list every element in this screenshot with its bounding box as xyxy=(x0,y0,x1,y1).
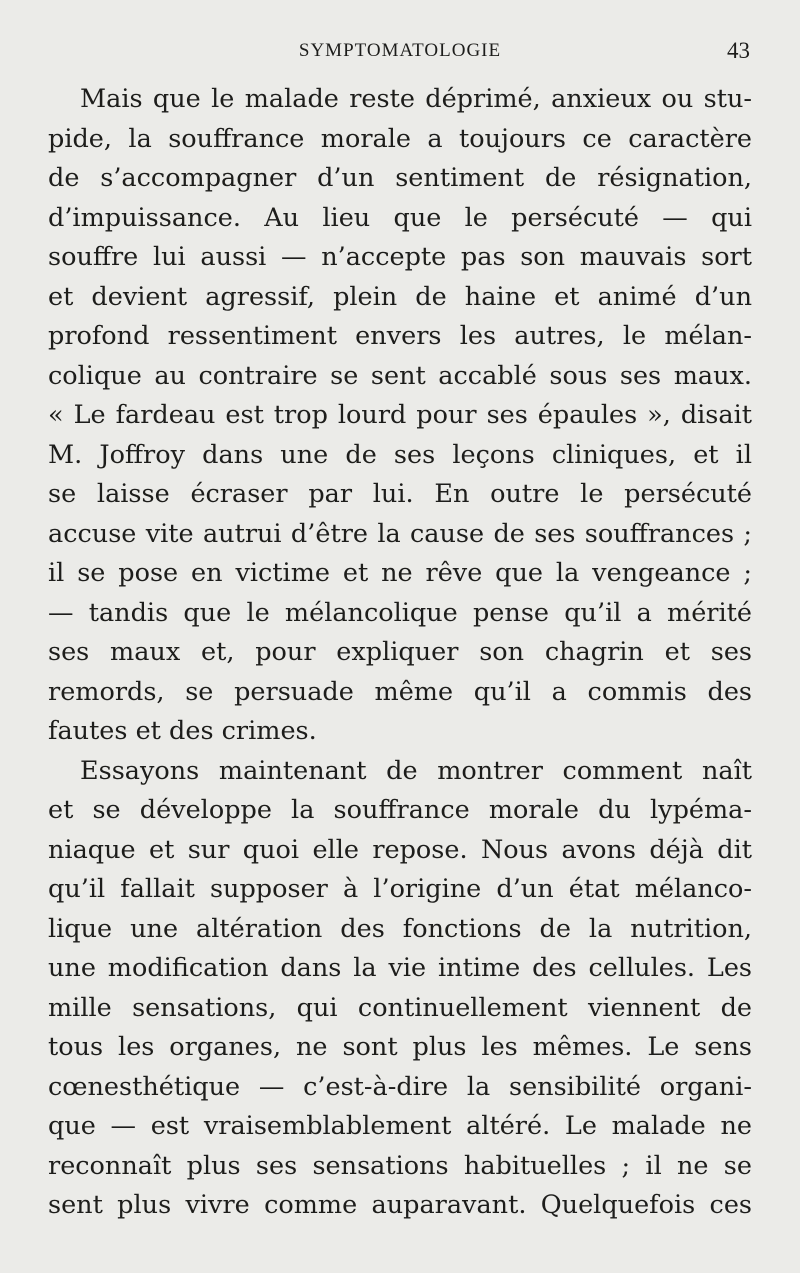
text-line: se laisse écraser par lui. En outre le persécuté xyxy=(48,479,752,509)
text-line: « Le fardeau est trop lourd pour ses épaules », disait xyxy=(48,400,752,430)
text-line: accuse vite autrui d’être la cause de ses souffrances ; xyxy=(48,518,752,549)
text-line: profond ressentiment envers les autres, le mélan- xyxy=(48,321,752,351)
text-line: une modification dans la vie intime des cellules. Les xyxy=(48,953,752,983)
text-line: que — est vraisemblablement altéré. Le malade ne xyxy=(48,1111,752,1141)
paragraph-1 xyxy=(48,80,752,752)
text-line: sent plus vivre comme auparavant. Quelquefois ces xyxy=(48,1190,752,1220)
text-line: cœnesthétique — c’est-à-dire la sensibilité organi- xyxy=(48,1071,752,1102)
text-line: ses maux et, pour expliquer son chagrin et ses xyxy=(48,637,752,667)
text-line: M. Joffroy dans une de ses leçons cliniques, et il xyxy=(48,439,752,470)
text-line: pide, la souffrance morale a toujours ce caractère xyxy=(48,123,752,154)
text-line: qu’il fallait supposer à l’origine d’un état mélanco- xyxy=(48,874,752,904)
page-number: 43 xyxy=(727,38,750,63)
text-line: et se développe la souffrance morale du lypéma- xyxy=(48,795,752,825)
text-line: de s’accompagner d’un sentiment de résignation, xyxy=(48,163,752,193)
text-line: colique au contraire se sent accablé sous ses maux. xyxy=(48,360,752,391)
text-line: fautes et des crimes. xyxy=(48,716,317,746)
text-line: souffre lui aussi — n’accepte pas son mauvais sort xyxy=(48,242,752,272)
text-line: mille sensations, qui continuellement viennent de xyxy=(48,992,752,1023)
text-line: d’impuissance. Au lieu que le persécuté — qui xyxy=(48,202,752,233)
text-line: il se pose en victime et ne rêve que la vengeance ; xyxy=(48,558,752,588)
text-line: remords, se persuade même qu’il a commis des xyxy=(48,676,752,707)
body-text xyxy=(48,80,752,1226)
text-line: — tandis que le mélancolique pense qu’il a mérité xyxy=(48,597,752,628)
text-line: reconnaît plus ses sensations habituelles ; il ne se xyxy=(48,1150,752,1181)
text-line: Essayons maintenant de montrer comment naît xyxy=(80,755,752,786)
text-line: Mais que le malade reste déprimé, anxieux ou stu- xyxy=(80,84,752,114)
text-line: et devient agressif, plein de haine et animé d’un xyxy=(48,281,752,312)
paragraph-2 xyxy=(48,752,752,1226)
text-line: lique une altération des fonctions de la nutrition, xyxy=(48,913,752,944)
running-head xyxy=(48,38,752,72)
running-title: SYMPTOMATOLOGIE xyxy=(298,40,502,61)
text-line: tous les organes, ne sont plus les mêmes. Le sens xyxy=(48,1032,752,1062)
text-line: niaque et sur quoi elle repose. Nous avons déjà dit xyxy=(48,834,752,865)
